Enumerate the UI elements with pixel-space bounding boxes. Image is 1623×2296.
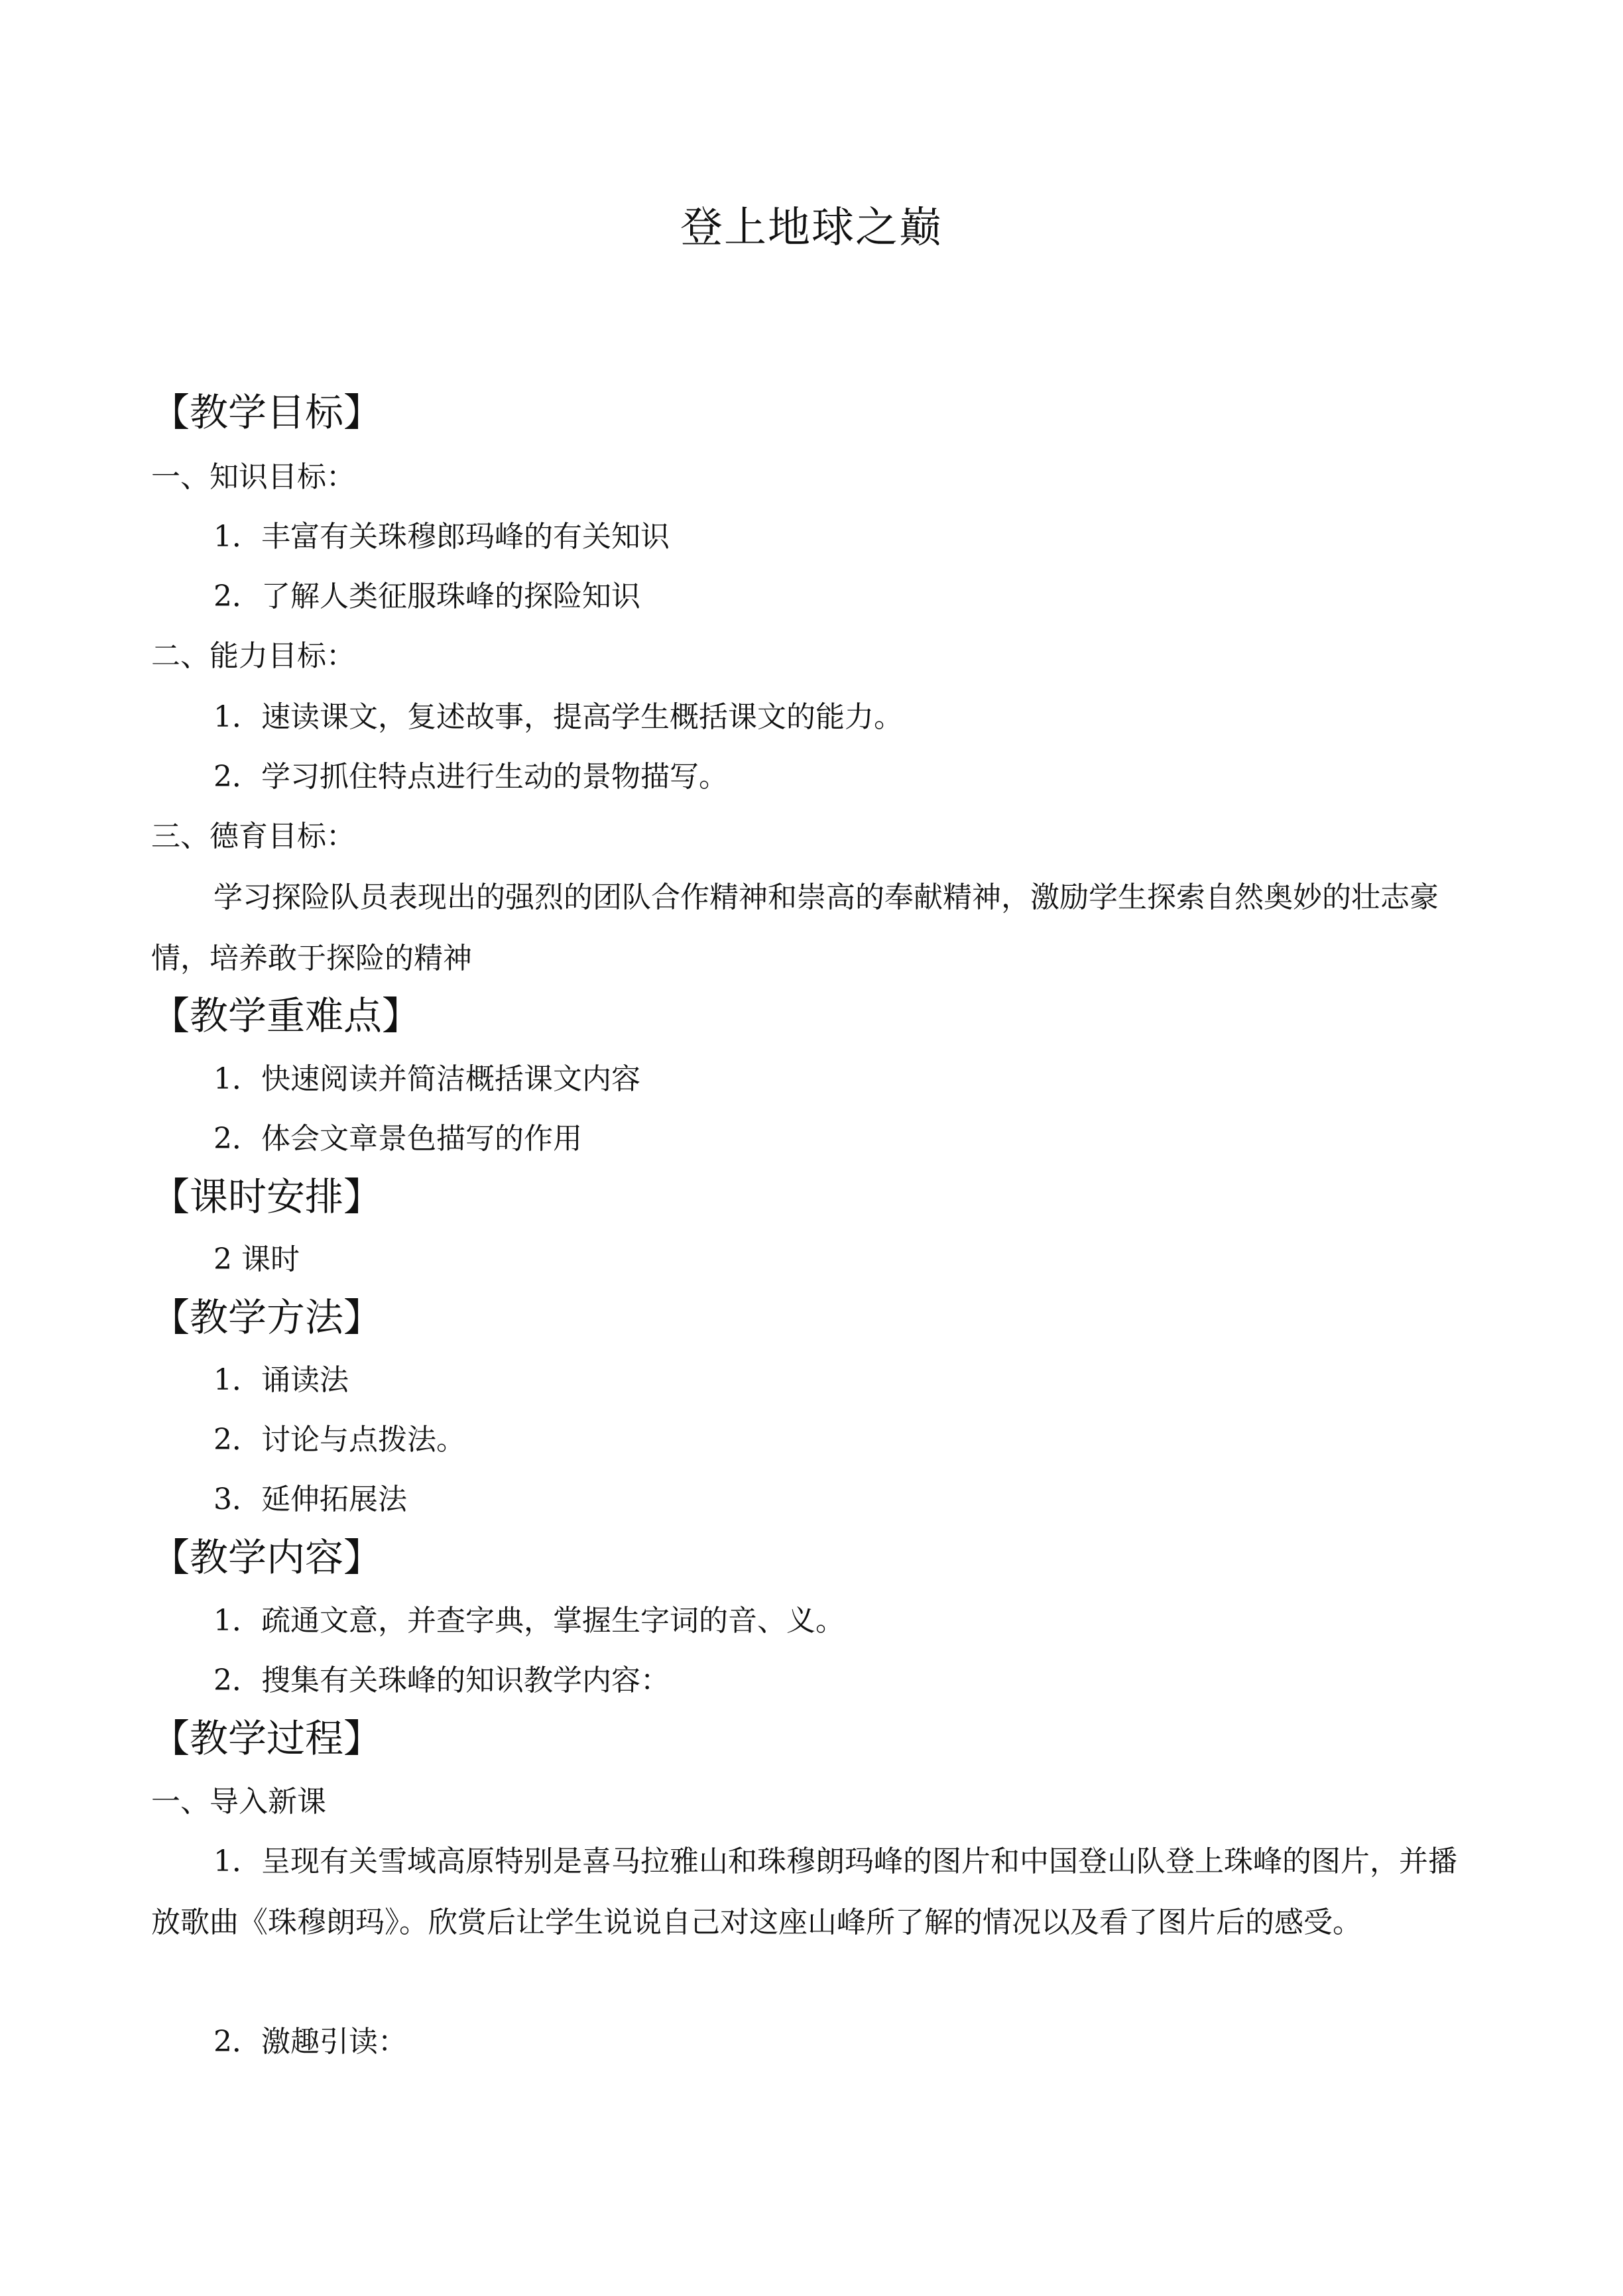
heading-key-points: 【教学重难点】 [151, 993, 421, 1038]
ability-goal-2: 2．学习抓住特点进行生动的景物描写。 [213, 760, 728, 794]
knowledge-goal-label: 一、知识目标： [151, 460, 355, 494]
key-point-1: 1．快速阅读并简洁概括课文内容 [213, 1062, 640, 1096]
ability-goal-label: 二、能力目标： [151, 639, 355, 673]
schedule-hours: 2 课时 [213, 1242, 300, 1276]
heading-teaching-goals: 【教学目标】 [151, 390, 383, 435]
knowledge-goal-1: 1．丰富有关珠穆郎玛峰的有关知识 [213, 520, 670, 554]
heading-schedule: 【课时安排】 [151, 1174, 383, 1219]
method-1: 1．诵读法 [213, 1363, 349, 1397]
moral-goal-label: 三、德育目标： [151, 819, 355, 853]
content-2: 2．搜集有关珠峰的知识教学内容： [213, 1663, 670, 1697]
key-point-2: 2．体会文章景色描写的作用 [213, 1122, 582, 1156]
heading-methods: 【教学方法】 [151, 1295, 383, 1340]
method-3: 3．延伸拓展法 [213, 1482, 407, 1516]
moral-goal-paragraph: 学习探险队员表现出的强烈的团队合作精神和崇高的奉献精神，激励学生探索自然奥妙的壮志豪情，培养敢于探险的精神 [151, 880, 1439, 975]
process-intro-paragraph: 1．呈现有关雪域高原特别是喜马拉雅山和珠穆朗玛峰的图片和中国登山队登上珠峰的图片，并播放歌曲《珠穆朗玛》。欣赏后让学生说说自己对这座山峰所了解的情况以及看了图片后的感受。 [151, 1844, 1457, 1939]
process-intro-label: 一、导入新课 [151, 1785, 326, 1819]
document-title: 登上地球之巅 [680, 204, 943, 253]
content-1: 1．疏通文意，并查字典，掌握生字词的音、义。 [213, 1604, 845, 1638]
process-step-2: 2．激趣引读： [213, 2025, 407, 2059]
knowledge-goal-2: 2．了解人类征服珠峰的探险知识 [213, 579, 640, 613]
ability-goal-1: 1．速读课文，复述故事，提高学生概括课文的能力。 [213, 700, 903, 734]
method-2: 2．讨论与点拨法。 [213, 1423, 465, 1457]
heading-content: 【教学内容】 [151, 1535, 383, 1580]
heading-process: 【教学过程】 [151, 1716, 383, 1761]
